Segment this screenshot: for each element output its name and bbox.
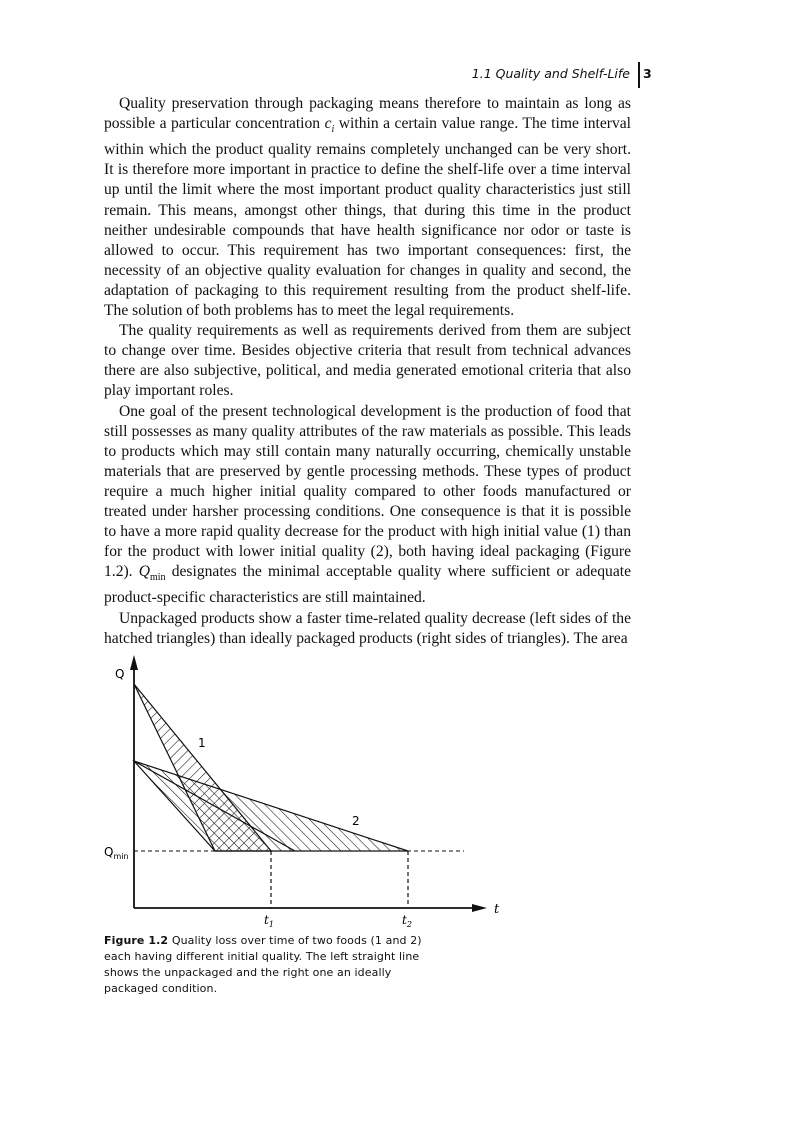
y-axis-arrow — [130, 655, 138, 670]
t1-label: $t_1$ — [264, 913, 274, 929]
body-text — [104, 94, 631, 649]
page-number: 3 — [643, 66, 652, 81]
header-divider — [638, 62, 640, 88]
figure-diagram — [100, 650, 510, 935]
section-title: 1.1 Quality and Shelf-Life — [471, 66, 630, 81]
qmin-symbol: Q — [138, 563, 150, 581]
t2-label: $t_2$ — [402, 913, 412, 929]
curve-2-label: 2 — [352, 814, 360, 828]
paragraph-4: Unpackaged products show a faster time-related quality decrease (left sides of the hatched triangles) than ideally packaged products (right sides of triangles). The area — [104, 609, 631, 647]
y-axis-label: Q — [115, 667, 125, 681]
paragraph-1: Quality preservation through packaging means therefore to maintain as long as possible a particular concentration $c_i$ within a certain value range. The time interval within which the product quality remains completely unchanged can be very short. It is therefore more important in practice to define the shelf-life over a time interval up until the limit where the most important product quality characteristics just still remain. This means, amongst other things, that during this time in the product neither undesirable compounds that have health significance nor odor or taste is allowed to occur. This requirement has two important consequences: first, the necessity of an objective quality evaluation for changes in quality and second, the adaptation of packaging to this requirement resulting from the product shelf-life. The solution of both problems has to meet the legal requirements. — [104, 95, 631, 320]
running-head — [0, 62, 800, 88]
concentration-symbol: $c_i$ — [324, 115, 335, 136]
paragraph-3: One goal of the present technological development is the production of food that still possesses as many quality attributes of the raw materials as possible. This leads to products which may still contain many naturally occurring, chemically unstable materials that are preserved by gentle processing methods. These types of product require a much higher initial quality compared to other foods manufactured or treated under harsher processing conditions. One consequence is that it is possible to have a more rapid quality decrease for the product with high initial value (1) than for the product with lower initial quality (2), both having ideal packaging (Figure 1.2). $Q_{min}$ designates the minimal acceptable quality where sufficient or adequate product-specific characteristics are still maintained. — [104, 402, 632, 607]
qmin-label: $Q_{min}$ — [104, 845, 129, 861]
figure-caption — [104, 933, 449, 997]
paragraph-2: The quality requirements as well as requirements derived from them are subject to change over time. Besides objective criteria that result from technical advances there are also subjective, political, and media generated emotional criteria that also play important roles. — [104, 322, 631, 400]
figure-quality-loss — [100, 650, 510, 935]
figure-label: Figure 1.2 — [104, 934, 169, 947]
x-axis-arrow — [472, 904, 487, 912]
caption-text: Quality loss over time of two foods (1 and 2) each having different initial quality. The left straight line shows the unpackaged and the right one an ideally packaged condition. — [104, 934, 422, 995]
x-axis-label: t — [494, 902, 500, 917]
curve-1-label: 1 — [198, 736, 206, 750]
